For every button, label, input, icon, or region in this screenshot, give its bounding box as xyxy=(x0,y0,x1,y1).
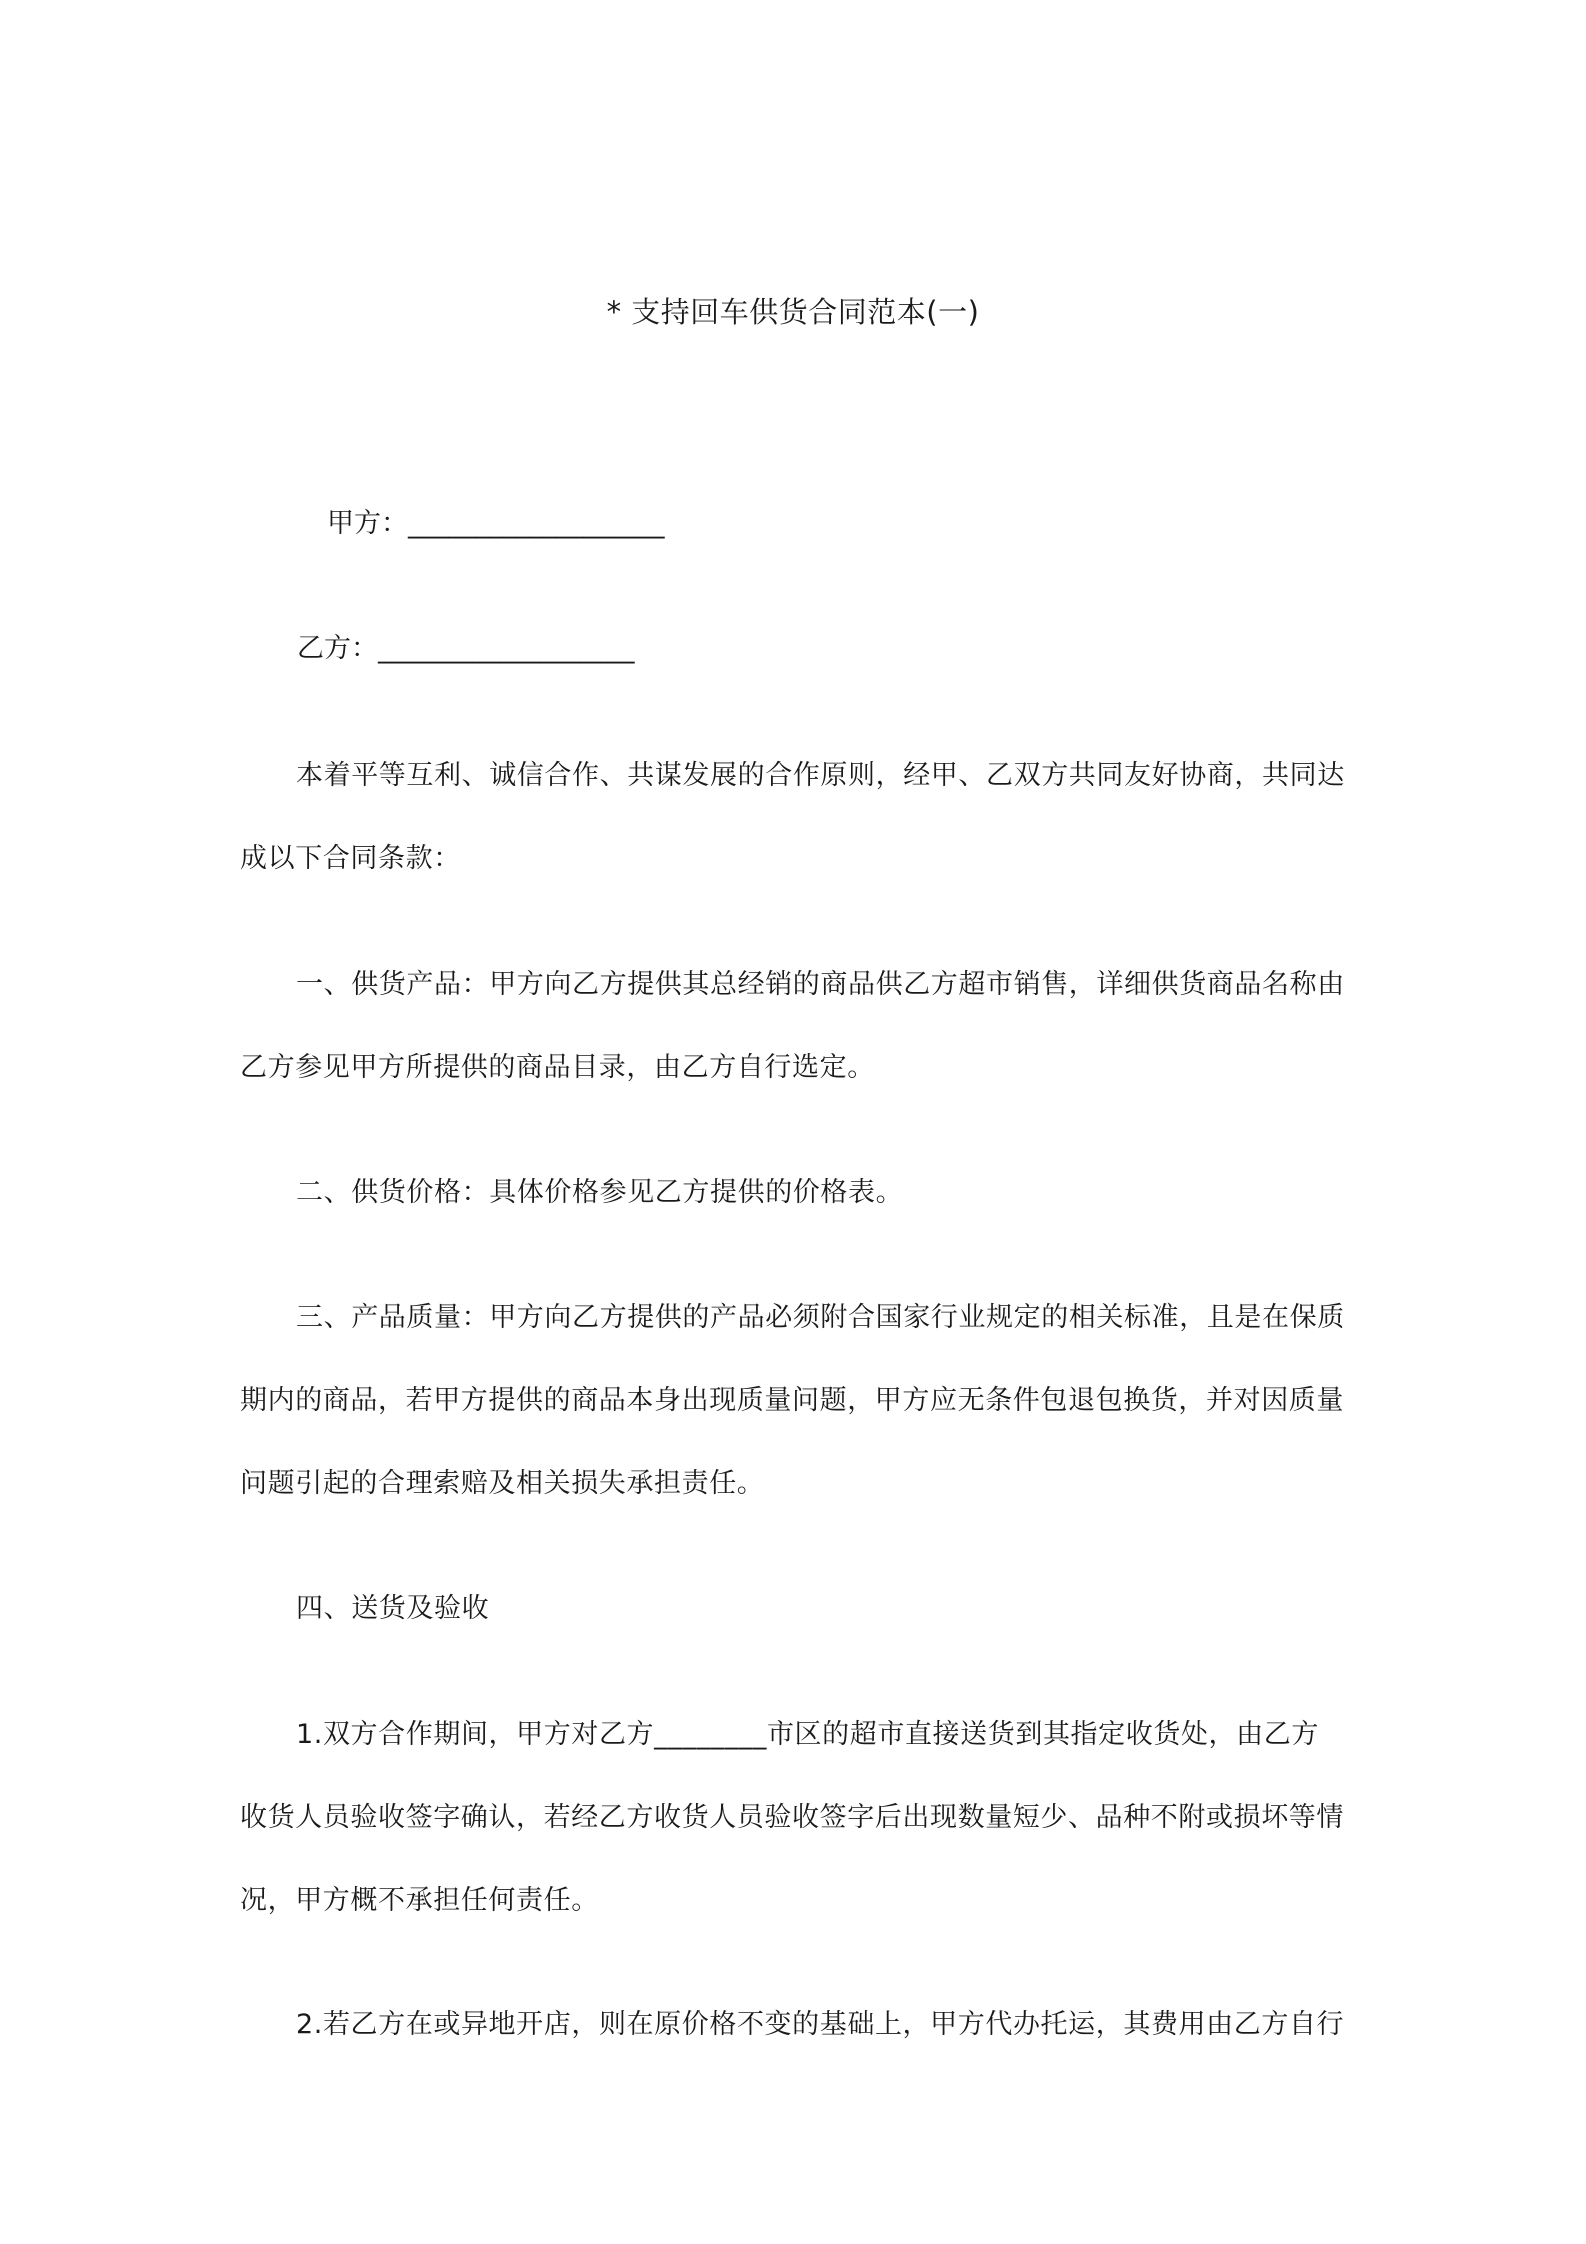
clause-2-supply-price: 二、供货价格：具体价格参见乙方提供的价格表。 xyxy=(296,1177,904,1208)
intro-paragraph: 本着平等互利、诚信合作、共谋发展的合作原则，经甲、乙双方共同友好协商，共同达 成以下合同条款： xyxy=(240,760,1345,874)
clause-4-item-1: 1.双方合作期间，甲方对乙方________市区的超市直接送货到其指定收货处，由乙方 收货人员验收签字确认，若经乙方收货人员验收签字后出现数量短少、品种不附或损坏等情 况，甲方概不承担任何责任。 xyxy=(240,1719,1344,1916)
clause-1-supply-products: 一、供货产品：甲方向乙方提供其总经销的商品供乙方超市销售，详细供货商品名称由 乙方参见甲方所提供的商品目录，由乙方自行选定。 xyxy=(240,969,1345,1083)
document-title: * 支持回车供货合同范本(一) xyxy=(606,295,980,329)
clause-3-product-quality: 三、产品质量：甲方向乙方提供的产品必须附合国家行业规定的相关标准，且是在保质 期内的商品，若甲方提供的商品本身出现质量问题，甲方应无条件包退包换货，并对因质量 问题引起的合理索赔及相关损失承担责任。 xyxy=(240,1302,1345,1499)
party-a-line: 甲方：___________________ xyxy=(327,508,665,539)
party-b-line: 乙方：___________________ xyxy=(297,633,635,664)
clause-4-heading: 四、送货及验收 xyxy=(296,1593,490,1624)
clause-4-item-2: 2.若乙方在或异地开店，则在原价格不变的基础上，甲方代办托运，其费用由乙方自行 xyxy=(296,2009,1345,2040)
